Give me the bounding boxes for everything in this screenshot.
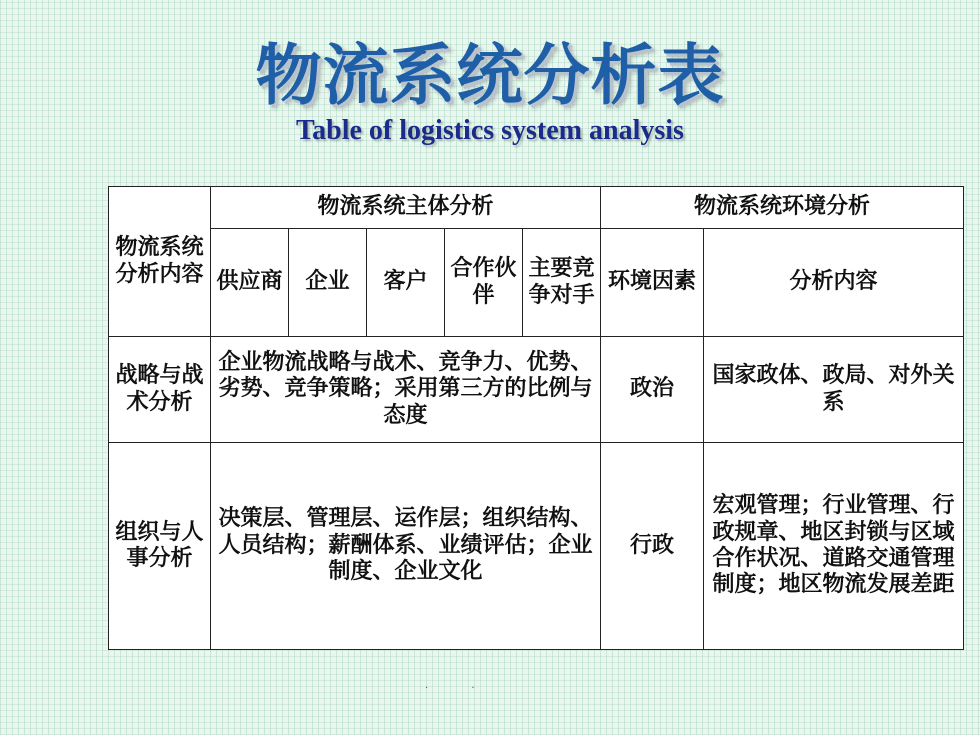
row-organization-factor: 行政 (601, 443, 704, 650)
row-strategy-content: 国家政体、政局、对外关系 (704, 337, 964, 443)
page-subtitle: Table of logistics system analysis (296, 115, 684, 146)
row-organization-subject: 决策层、管理层、运作层；组织结构、人员结构；薪酬体系、业绩评估；企业制度、企业文化 (211, 443, 601, 650)
row-organization-content: 宏观管理；行业管理、行政规章、地区封锁与区域合作状况、道路交通管理制度；地区物流发展差距 (704, 443, 964, 650)
row-strategy-factor: 政治 (601, 337, 704, 443)
subject-analysis-header: 物流系统主体分析 (211, 187, 601, 229)
col-header-competitor: 主要竞争对手 (523, 229, 601, 337)
corner-header: 物流系统分析内容 (109, 187, 211, 337)
analysis-table (108, 186, 964, 650)
environment-analysis-header: 物流系统环境分析 (601, 187, 964, 229)
col-header-enterprise: 企业 (289, 229, 367, 337)
col-header-supplier: 供应商 (211, 229, 289, 337)
row-label-organization: 组织与人事分析 (109, 443, 211, 650)
row-label-strategy: 战略与战术分析 (109, 337, 211, 443)
col-header-env-factor: 环境因素 (601, 229, 704, 337)
col-header-customer: 客户 (367, 229, 445, 337)
col-header-analysis-content: 分析内容 (704, 229, 964, 337)
footer-dots: · · (425, 683, 495, 694)
row-strategy-subject: 企业物流战略与战术、竞争力、优势、劣势、竞争策略；采用第三方的比例与态度 (211, 337, 601, 443)
page-title: 物流系统分析表 (255, 37, 725, 114)
col-header-partner: 合作伙伴 (445, 229, 523, 337)
